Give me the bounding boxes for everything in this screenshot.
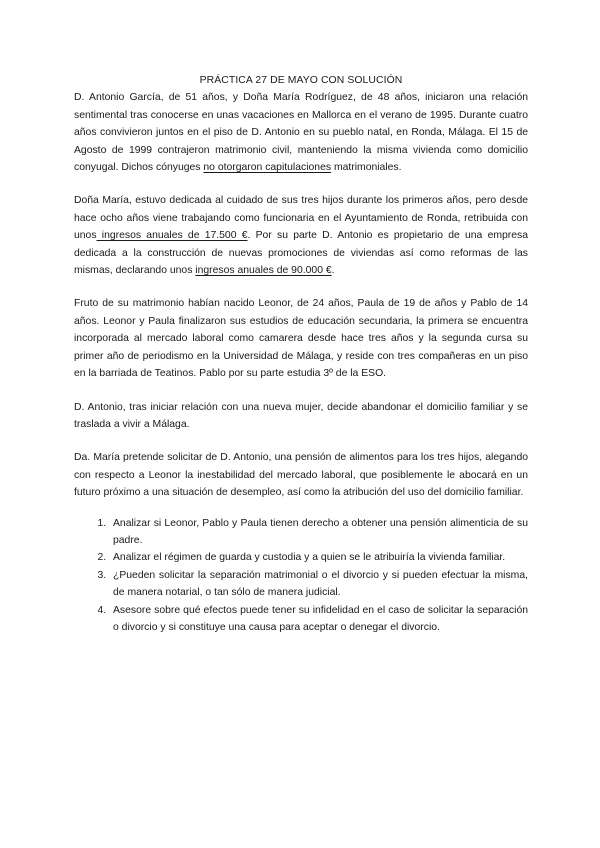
paragraph-abandonment: D. Antonio, tras iniciar relación con una nueva mujer, decide abandonar el domicilio familiar y se traslada a vivir a Málaga. (74, 401, 528, 430)
question-item: 4. Asesore sobre qué efectos puede tener su infidelidad en el caso de solicitar la separación o divorcio y si constituye una causa para aceptar o denegar el divorcio. (109, 602, 528, 637)
document-title: PRÁCTICA 27 DE MAYO CON SOLUCIÓN (199, 75, 403, 86)
question-item: 1. Analizar si Leonor, Pablo y Paula tienen derecho a obtener una pensión alimenticia de su padre. (109, 515, 528, 550)
paragraph-incomes (74, 192, 528, 279)
paragraph-introduction-end: matrimoniales. (331, 162, 402, 174)
questions-list (74, 515, 528, 637)
paragraph-incomes-part2: . Por su parte D. Antonio es propietario de una empresa dedicada a la construcción de nuevas promociones de viviendas así como reformas de las mismas, declarando unos (74, 230, 528, 277)
question-item: 3. ¿Pueden solicitar la separación matrimonial o el divorcio y si pueden efectuar la misma, de manera notarial, o tan sólo de manera judicial. (109, 567, 528, 602)
paragraph-claim: Da. María pretende solicitar de D. Antonio, una pensión de alimentos para los tres hijos, alegando con respecto a Leonor la inestabilidad del mercado laboral, que posiblemente le abocará en un futuro próximo a una situación de desempleo, así como la atribución del uso del domicilio familiar. (74, 452, 528, 499)
question-item: 2. Analizar el régimen de guarda y custodia y a quien se le atribuiría la vivienda familiar. (109, 549, 528, 566)
document-page (74, 72, 528, 636)
underlined-income-maria: ingresos anuales de 17.500 € (96, 230, 248, 242)
underlined-no-capitulaciones: no otorgaron capitulaciones (203, 162, 332, 174)
paragraph-introduction-text: D. Antonio García, de 51 años, y Doña María Rodríguez, de 48 años, iniciaron una relación sentimental tras conocerse en unas vacaciones en Mallorca en el verano de 1995. Durante cuatro años convivieron juntos en el piso de D. Antonio en su pueblo natal, en Ronda, Málaga. El 15 de Agosto de 1999 contrajeron matrimonio civil, manteniendo la misma vivienda como domicilio conyugal. Dichos cónyuges (74, 92, 528, 174)
paragraph-children: Fruto de su matrimonio habían nacido Leonor, de 24 años, Paula de 19 de años y Pablo de 14 años. Leonor y Paula finalizaron sus estudios de educación secundaria, la primera se encuentra incorporada al mercado laboral como camarera desde hace tres años y la segunda cursa su primer año de periodismo en la Universidad de Málaga, y reside con tres compañeras en un piso en la barriada de Teatinos. Pablo por su parte estudia 3º de la ESO. (74, 298, 528, 380)
paragraph-introduction (74, 89, 528, 176)
paragraph-incomes-part1: Doña María, estuvo dedicada al cuidado de sus tres hijos durante los primeros años, pero desde hace ocho años viene trabajando como funcionaria en el Ayuntamiento de Ronda, retribuida con unos (74, 195, 528, 242)
paragraph-incomes-part3: . (331, 265, 335, 277)
underlined-income-antonio: ingresos anuales de 90.000 € (195, 265, 332, 277)
